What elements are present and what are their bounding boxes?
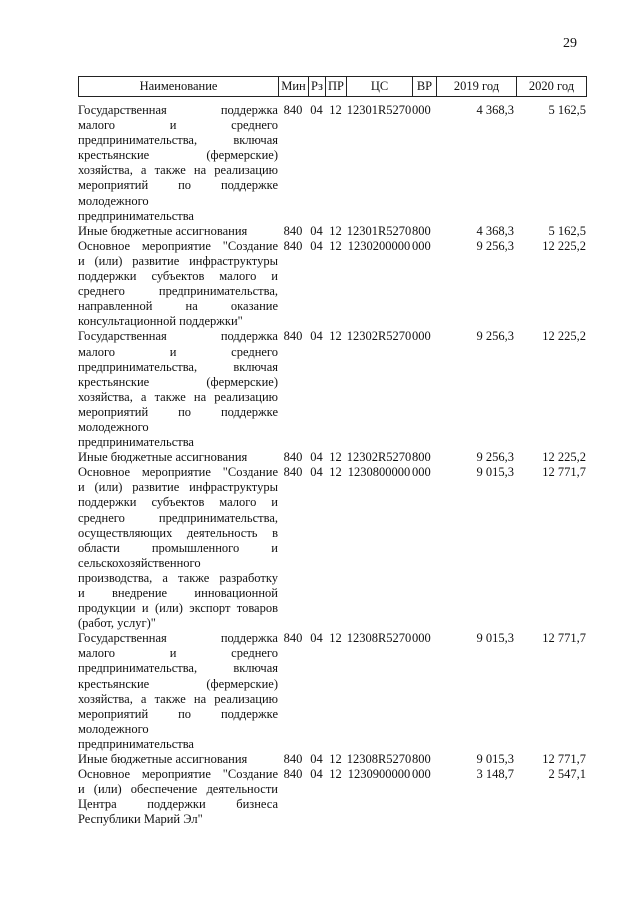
row-min: 840: [283, 752, 303, 767]
row-name-line: области промышленного и: [78, 540, 278, 555]
row-name-line: Республики Марий Эл": [78, 812, 203, 827]
row-name-line: Основное мероприятие "Создание: [78, 767, 278, 782]
row-name-line: Иные бюджетные ассигнования: [78, 223, 248, 238]
column-header-name: Наименование: [79, 77, 279, 97]
row-name-line: хозяйства, а также на реализацию: [78, 163, 278, 178]
column-header-pr: ПР: [326, 77, 347, 97]
row-name-line: Основное мероприятие "Создание: [78, 238, 278, 253]
table-header: [78, 76, 587, 97]
row-cs: 1230900000: [347, 767, 411, 782]
row-pr: 12: [329, 450, 342, 465]
row-name-line: и (или) развитие инфраструктуры: [78, 253, 278, 268]
row-pr: 12: [329, 767, 342, 782]
row-pr: 12: [329, 465, 342, 480]
table-row: [78, 239, 586, 330]
row-cs: 1230200000: [347, 238, 411, 253]
row-name-line: мероприятий по поддержке: [78, 404, 278, 419]
row-min: 840: [283, 329, 303, 344]
row-min: 840: [283, 103, 303, 117]
row-name-line: предпринимательства: [78, 208, 194, 223]
row-y2020: 12 771,7: [542, 465, 586, 480]
row-rz: 04: [310, 103, 323, 117]
row-name-line: молодежного: [78, 721, 149, 736]
row-name-line: хозяйства, а также на реализацию: [78, 389, 278, 404]
row-min: 840: [283, 238, 303, 253]
row-name: [78, 329, 278, 450]
row-name-line: сельскохозяйственного: [78, 555, 201, 570]
row-pr: 12: [329, 223, 342, 238]
row-name: [78, 767, 278, 827]
row-name: [78, 224, 278, 239]
column-header-rz: Рз: [309, 77, 326, 97]
row-y2019: 9 015,3: [476, 752, 514, 767]
row-name-line: предпринимательства, включая: [78, 133, 278, 148]
row-y2019: 4 368,3: [476, 223, 514, 238]
row-name-line: малого и среднего: [78, 118, 278, 133]
row-min: 840: [283, 450, 303, 465]
row-name-line: Основное мероприятие "Создание: [78, 465, 278, 480]
row-rz: 04: [310, 631, 323, 646]
row-name-line: молодежного: [78, 419, 149, 434]
row-name-line: малого и среднего: [78, 344, 278, 359]
row-y2019: 9 015,3: [476, 631, 514, 646]
row-name-line: Иные бюджетные ассигнования: [78, 752, 248, 767]
row-pr: 12: [329, 103, 342, 117]
row-y2020: 12 225,2: [542, 238, 586, 253]
row-pr: 12: [329, 631, 342, 646]
row-name-line: поддержки субъектов малого и: [78, 269, 278, 284]
row-rz: 04: [310, 450, 323, 465]
row-name-line: молодежного: [78, 193, 149, 208]
column-header-vr: ВР: [413, 77, 437, 97]
row-rz: 04: [310, 752, 323, 767]
row-y2019: 3 148,7: [476, 767, 514, 782]
row-name-line: крестьянские (фермерские): [78, 148, 278, 163]
row-y2019: 9 256,3: [476, 238, 514, 253]
row-name-line: мероприятий по поддержке: [78, 706, 278, 721]
row-rz: 04: [310, 223, 323, 238]
row-y2020: 12 771,7: [542, 752, 586, 767]
row-name-line: направленной на оказание: [78, 299, 278, 314]
row-name-line: малого и среднего: [78, 646, 278, 661]
row-cs: 12308R5270: [346, 631, 412, 646]
row-y2020: 2 547,1: [548, 767, 586, 782]
row-name-line: производства, а также разработку: [78, 570, 278, 585]
row-min: 840: [283, 223, 303, 238]
table-row: [78, 752, 586, 767]
row-min: 840: [283, 631, 303, 646]
row-y2020: 12 225,2: [542, 329, 586, 344]
row-rz: 04: [310, 767, 323, 782]
row-y2020: 5 162,5: [548, 223, 586, 238]
row-name-line: консультационной поддержки": [78, 314, 243, 329]
row-vr: 000: [412, 103, 431, 117]
row-name-line: Государственная поддержка: [78, 329, 278, 344]
row-y2019: 9 256,3: [476, 329, 514, 344]
row-y2020: 5 162,5: [548, 103, 586, 117]
row-vr: 000: [412, 631, 431, 646]
row-name-line: крестьянские (фермерские): [78, 676, 278, 691]
row-name: [78, 631, 278, 752]
page-number: 29: [563, 36, 577, 51]
row-min: 840: [283, 767, 303, 782]
table-row: [78, 767, 586, 827]
row-pr: 12: [329, 329, 342, 344]
row-name-line: Государственная поддержка: [78, 103, 278, 117]
row-name: [78, 752, 278, 767]
row-name-line: предпринимательства: [78, 736, 194, 751]
row-y2019: 9 256,3: [476, 450, 514, 465]
row-name: [78, 239, 278, 330]
row-vr: 000: [412, 238, 431, 253]
row-vr: 800: [412, 223, 431, 238]
row-name-line: среднего предпринимательства,: [78, 284, 278, 299]
table-body: [78, 103, 586, 828]
row-name-line: и внедрение инновационной: [78, 586, 278, 600]
row-name-line: и (или) обеспечение деятельности: [78, 782, 278, 797]
row-name: [78, 465, 278, 631]
row-name-line: (работ, услуг)": [78, 616, 156, 631]
table-row: [78, 103, 586, 224]
row-vr: 000: [412, 465, 431, 480]
row-name-line: Центра поддержки бизнеса: [78, 797, 278, 812]
table-row: [78, 450, 586, 465]
row-y2019: 4 368,3: [476, 103, 514, 117]
table-row: [78, 631, 586, 752]
row-name-line: и (или) развитие инфраструктуры: [78, 480, 278, 495]
row-rz: 04: [310, 238, 323, 253]
row-name-line: крестьянские (фермерские): [78, 374, 278, 389]
row-name-line: поддержки субъектов малого и: [78, 495, 278, 510]
row-y2020: 12 771,7: [542, 631, 586, 646]
column-header-cs: ЦС: [347, 77, 413, 97]
row-y2020: 12 225,2: [542, 450, 586, 465]
row-name-line: продукции и (или) экспорт товаров: [78, 601, 278, 616]
row-name: [78, 450, 278, 465]
row-pr: 12: [329, 238, 342, 253]
row-name-line: осуществляющих деятельность в: [78, 525, 278, 540]
row-cs: 12308R5270: [346, 752, 412, 767]
column-header-min: Мин: [279, 77, 309, 97]
row-name-line: предпринимательства, включая: [78, 661, 278, 676]
column-header-2019: 2019 год: [437, 77, 517, 97]
row-name-line: Иные бюджетные ассигнования: [78, 450, 248, 465]
row-name-line: мероприятий по поддержке: [78, 178, 278, 193]
row-rz: 04: [310, 465, 323, 480]
row-vr: 000: [412, 329, 431, 344]
row-vr: 000: [412, 767, 431, 782]
table-row: [78, 224, 586, 239]
row-y2019: 9 015,3: [476, 465, 514, 480]
table-row: [78, 329, 586, 450]
row-name-line: среднего предпринимательства,: [78, 510, 278, 525]
row-vr: 800: [412, 450, 431, 465]
row-name-line: предпринимательства: [78, 435, 194, 450]
row-name-line: Государственная поддержка: [78, 631, 278, 646]
column-header-2020: 2020 год: [517, 77, 587, 97]
row-cs: 1230800000: [347, 465, 411, 480]
row-name: [78, 103, 278, 224]
row-name-line: хозяйства, а также на реализацию: [78, 691, 278, 706]
row-name-line: предпринимательства, включая: [78, 359, 278, 374]
row-cs: 12301R5270: [346, 223, 412, 238]
row-min: 840: [283, 465, 303, 480]
row-rz: 04: [310, 329, 323, 344]
row-pr: 12: [329, 752, 342, 767]
row-cs: 12301R5270: [346, 103, 412, 117]
table-row: [78, 465, 586, 631]
row-cs: 12302R5270: [346, 450, 412, 465]
row-vr: 800: [412, 752, 431, 767]
row-cs: 12302R5270: [346, 329, 412, 344]
